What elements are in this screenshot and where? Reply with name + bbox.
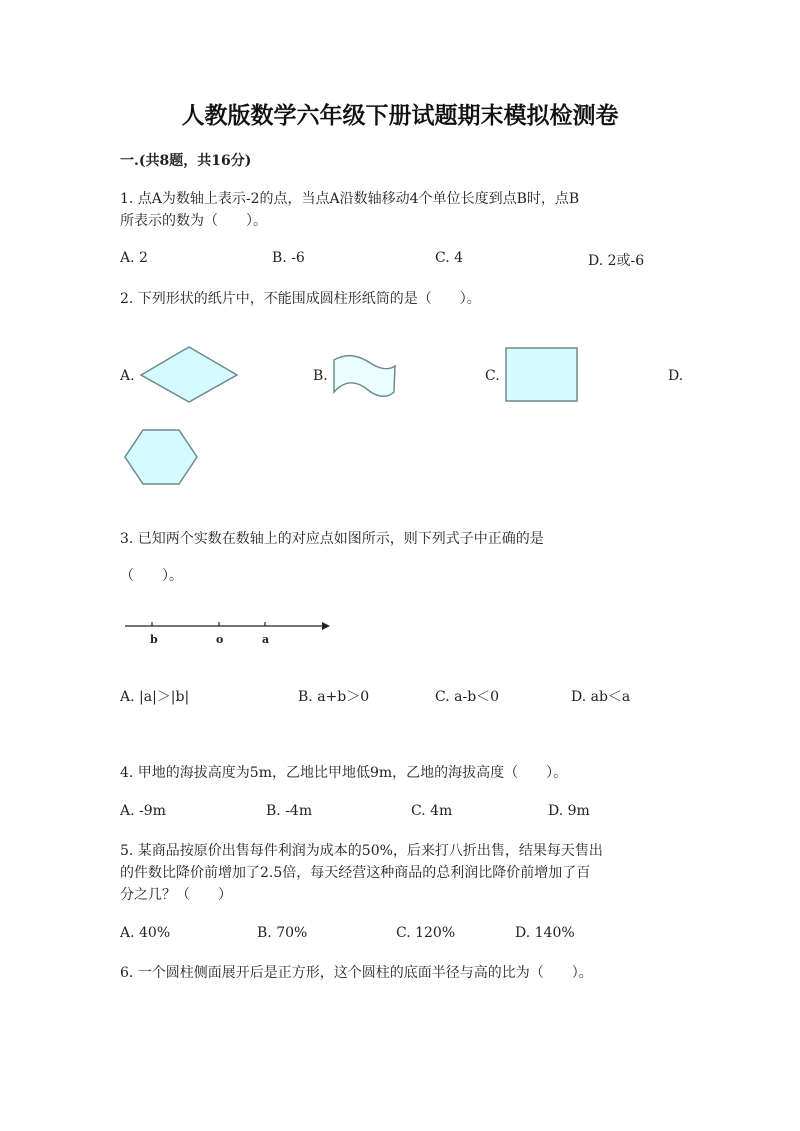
question-5-stem-line1: 5. 某商品按原价出售每件利润为成本的50%，后来打八折出售，结果每天售出	[120, 843, 603, 859]
question-3-stem-line1: 3. 已知两个实数在数轴上的对应点如图所示，则下列式子中正确的是	[120, 531, 544, 547]
label-o: o	[216, 633, 224, 646]
question-5-option-c: C. 120%	[396, 925, 456, 941]
question-2-option-c: C.	[485, 368, 500, 384]
question-3-option-c: C. a-b＜0	[435, 689, 500, 705]
question-1-option-b: B. -6	[272, 250, 305, 266]
question-2-option-a: A.	[120, 368, 135, 384]
question-4-option-c: C. 4m	[411, 803, 453, 819]
question-4-option-a: A. -9m	[120, 803, 166, 819]
question-1-stem-line2: 所表示的数为（ ）。	[120, 213, 267, 229]
question-1-option-a: A. 2	[120, 250, 148, 266]
question-4-stem: 4. 甲地的海拔高度为5m，乙地比甲地低9m，乙地的海拔高度（ ）。	[120, 765, 568, 781]
question-4-option-d: D. 9m	[548, 803, 590, 819]
question-5-option-b: B. 70%	[257, 925, 308, 941]
question-1-option-d: D. 2或-6	[588, 253, 645, 269]
question-5-option-a: A. 40%	[120, 925, 171, 941]
number-line-arrow	[322, 622, 330, 630]
question-1-stem-line1: 1. 点A为数轴上表示-2的点，当点A沿数轴移动4个单位长度到点B时，点B	[120, 191, 580, 207]
question-2-option-d: D.	[668, 368, 684, 384]
section-header: 一.(共8题，共16分)	[120, 153, 252, 169]
label-a: a	[262, 633, 270, 646]
question-5-stem-line2: 的件数比降价前增加了2.5倍，每天经营这种商品的总利润比降价前增加了百	[120, 865, 591, 881]
question-4-option-b: B. -4m	[266, 803, 313, 819]
question-3-option-a: A. |a|＞|b|	[120, 689, 190, 705]
question-3-option-b: B. a+b＞0	[298, 689, 370, 705]
question-5-option-d: D. 140%	[515, 925, 575, 941]
question-1-option-c: C. 4	[435, 250, 464, 266]
question-2-option-b: B.	[313, 368, 328, 384]
question-2-stem: 2. 下列形状的纸片中，不能围成圆柱形纸筒的是（ ）。	[120, 291, 481, 307]
question-3-stem-line2: （ ）。	[120, 568, 183, 584]
question-6-stem: 6. 一个圆柱侧面展开后是正方形，这个圆柱的底面半径与高的比为（ ）。	[120, 965, 593, 981]
question-5-stem-line3: 分之几？（ ）	[120, 887, 232, 903]
label-b: b	[150, 633, 158, 646]
page-title: 人教版数学六年级下册试题期末模拟检测卷	[181, 102, 619, 129]
question-3-option-d: D. ab＜a	[571, 689, 631, 705]
